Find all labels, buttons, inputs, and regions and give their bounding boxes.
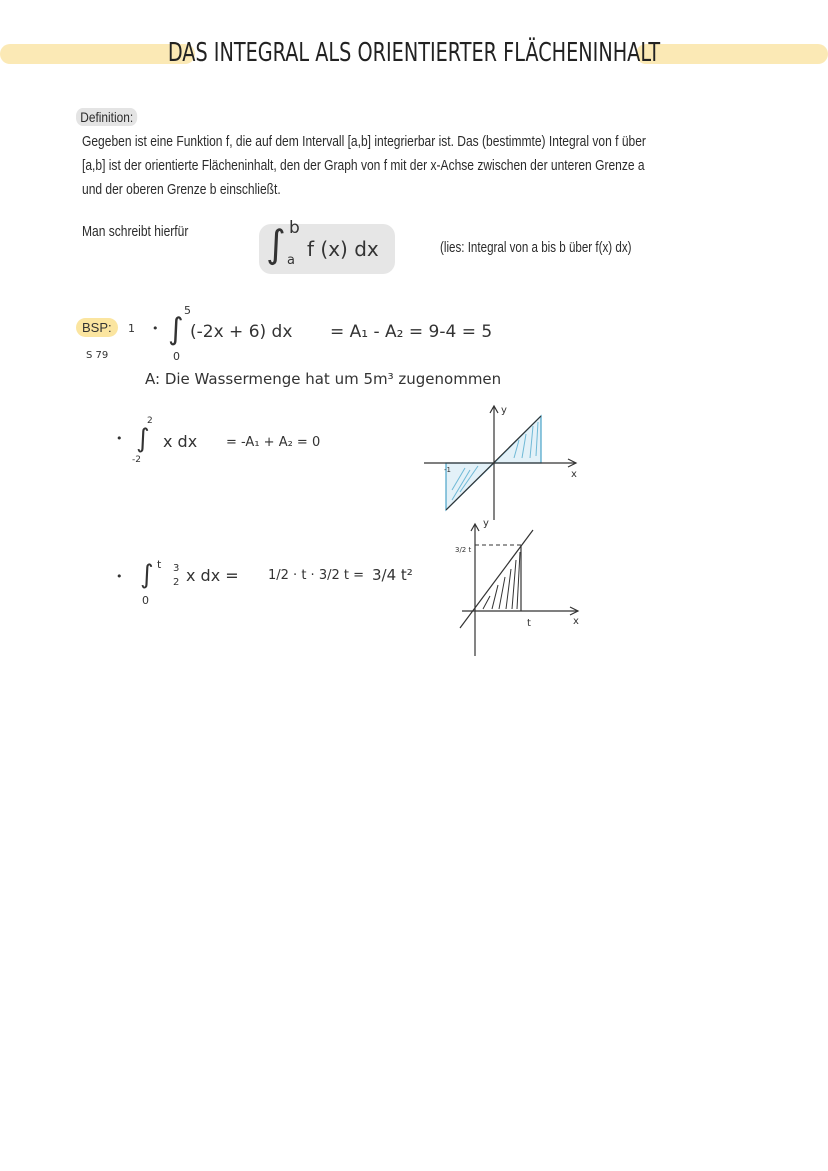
ex1-result: = A₁ - A₂ = 9-4 = 5 [330, 322, 493, 342]
graph-ex3 [460, 524, 578, 656]
graph-ex3-hatching [483, 552, 520, 609]
integral-lower-bound: a [287, 253, 295, 268]
graph-ex2-tick-label: -1 [444, 466, 451, 474]
ex3-step: 1/2 · t · 3/2 t = [268, 568, 364, 583]
notation-reading: (lies: Integral von a bis b über f(x) dx) [440, 240, 632, 256]
definition-line-2: [a,b] ist der orientierte Flächeninhalt, den der Graph von f mit der x-Achse zwischen der unteren Grenze a [82, 158, 645, 174]
integral-sign: ∫ [266, 222, 286, 266]
ex1-bullet: • [152, 322, 159, 335]
ex1-integral-sign: ∫ [168, 312, 184, 347]
ex3-frac-num: 3 [173, 563, 180, 574]
examples-badge: BSP: [76, 318, 118, 337]
notation-intro: Man schreibt hierfür [82, 224, 189, 240]
ex2-lower-bound: -2 [132, 455, 141, 465]
integral-upper-bound: b [289, 218, 300, 238]
ex2-integrand: x dx [163, 432, 198, 451]
ex2-upper-bound: 2 [147, 416, 153, 426]
integral-integrand: f (x) dx [307, 237, 379, 261]
ex1-answer: A: Die Wassermenge hat um 5m³ zugenommen [145, 370, 502, 388]
ex3-frac-den: 2 [173, 577, 180, 588]
graph-ex2 [424, 406, 576, 520]
ex2-bullet: • [116, 432, 123, 445]
ex3-result: 3/4 t² [372, 566, 413, 584]
page-title: DAS INTEGRAL ALS ORIENTIERTER FLÄCHENINHALT [167, 38, 661, 68]
ex1-number: 1 [128, 322, 135, 335]
definition-line-3: und der oberen Grenze b einschließt. [82, 182, 281, 198]
ex3-expr: x dx = [186, 566, 239, 585]
ex3-lower-bound: 0 [142, 594, 149, 607]
page-reference: S 79 [86, 350, 109, 361]
graph-ex3-x-label: x [573, 616, 579, 627]
definition-label: Definition: [76, 108, 137, 126]
ex1-upper-bound: 5 [184, 304, 191, 317]
ex3-upper-bound: t [157, 558, 162, 571]
graph-ex3-y-label: y [483, 518, 489, 529]
ex3-integral-sign: ∫ [140, 560, 154, 590]
ex2-result: = -A₁ + A₂ = 0 [226, 435, 321, 450]
ex2-integral-sign: ∫ [136, 424, 150, 454]
ex1-lower-bound: 0 [173, 350, 180, 363]
ex1-integrand: (-2x + 6) dx [190, 322, 293, 342]
ex3-bullet: • [116, 570, 123, 583]
graph-ex3-t-label: t [527, 618, 531, 629]
graph-ex2-y-label: y [501, 405, 507, 416]
graph-ex2-x-label: x [571, 469, 577, 480]
graph-ex3-y-value-label: 3/2 t [455, 546, 472, 554]
definition-line-1: Gegeben ist eine Funktion f, die auf dem Intervall [a,b] integrierbar ist. Das (bestimmte) Integral von f über [82, 134, 646, 150]
